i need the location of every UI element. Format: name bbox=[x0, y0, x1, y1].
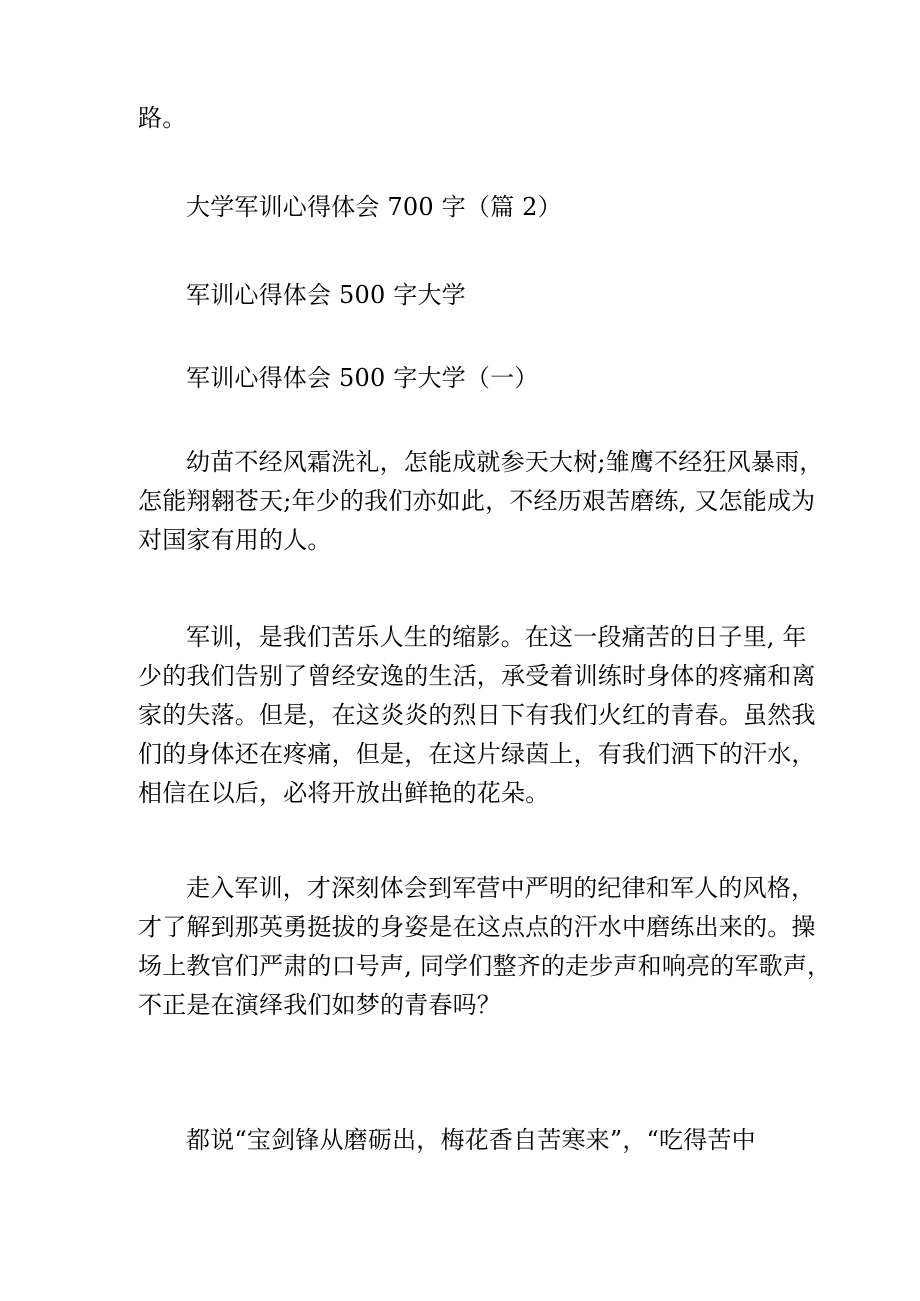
body-paragraph bbox=[138, 1121, 788, 1160]
article-subtitle bbox=[138, 359, 788, 398]
text-line: 都说“宝剑锋从磨砺出，梅花香自苦寒来”，“吃得苦中 bbox=[186, 1126, 756, 1154]
text-line: 们的身体还在疼痛，但是，在这片绿茵上，有我们洒下的汗水， bbox=[138, 740, 816, 768]
text-line: 家的失落。但是，在这炎炎的烈日下有我们火红的青春。虽然我 bbox=[138, 701, 816, 729]
text-line: 少的我们告别了曾经安逸的生活，承受着训练时身体的疼痛和离 bbox=[138, 662, 816, 690]
body-paragraph bbox=[138, 618, 816, 813]
text-line: 才了解到那英勇挺拔的身姿是在这点点的汗水中磨练出来的。操 bbox=[138, 913, 816, 941]
text-line: 军训，是我们苦乐人生的缩影。在这一段痛苦的日子里, 年 bbox=[186, 623, 807, 651]
text-line: 场上教官们严肃的口号声, 同学们整齐的走步声和响亮的军歌声， bbox=[138, 952, 832, 980]
body-paragraph bbox=[138, 443, 824, 560]
body-paragraph bbox=[138, 869, 832, 1025]
section-heading bbox=[138, 188, 788, 227]
text-line: 军训心得体会 500 字大学 bbox=[186, 281, 466, 309]
text-line: 军训心得体会 500 字大学（一） bbox=[186, 364, 539, 392]
text-line: 相信在以后，必将开放出鲜艳的花朵。 bbox=[138, 779, 550, 807]
text-line: 路。 bbox=[138, 104, 187, 132]
text-line: 怎能翔翱苍天;年少的我们亦如此，不经历艰苦磨练, 又怎能成为 bbox=[138, 487, 816, 515]
paragraph-continuation bbox=[138, 99, 788, 138]
text-line: 大学军训心得体会 700 字（篇 2） bbox=[186, 193, 562, 221]
article-title bbox=[138, 276, 788, 315]
text-line: 走入军训，才深刻体会到军营中严明的纪律和军人的风格， bbox=[186, 874, 816, 902]
text-line: 幼苗不经风霜洗礼，怎能成就参天大树;雏鹰不经狂风暴雨， bbox=[186, 448, 824, 476]
text-line: 不正是在演绎我们如梦的青春吗？ bbox=[138, 991, 501, 1019]
text-line: 对国家有用的人。 bbox=[138, 526, 332, 554]
